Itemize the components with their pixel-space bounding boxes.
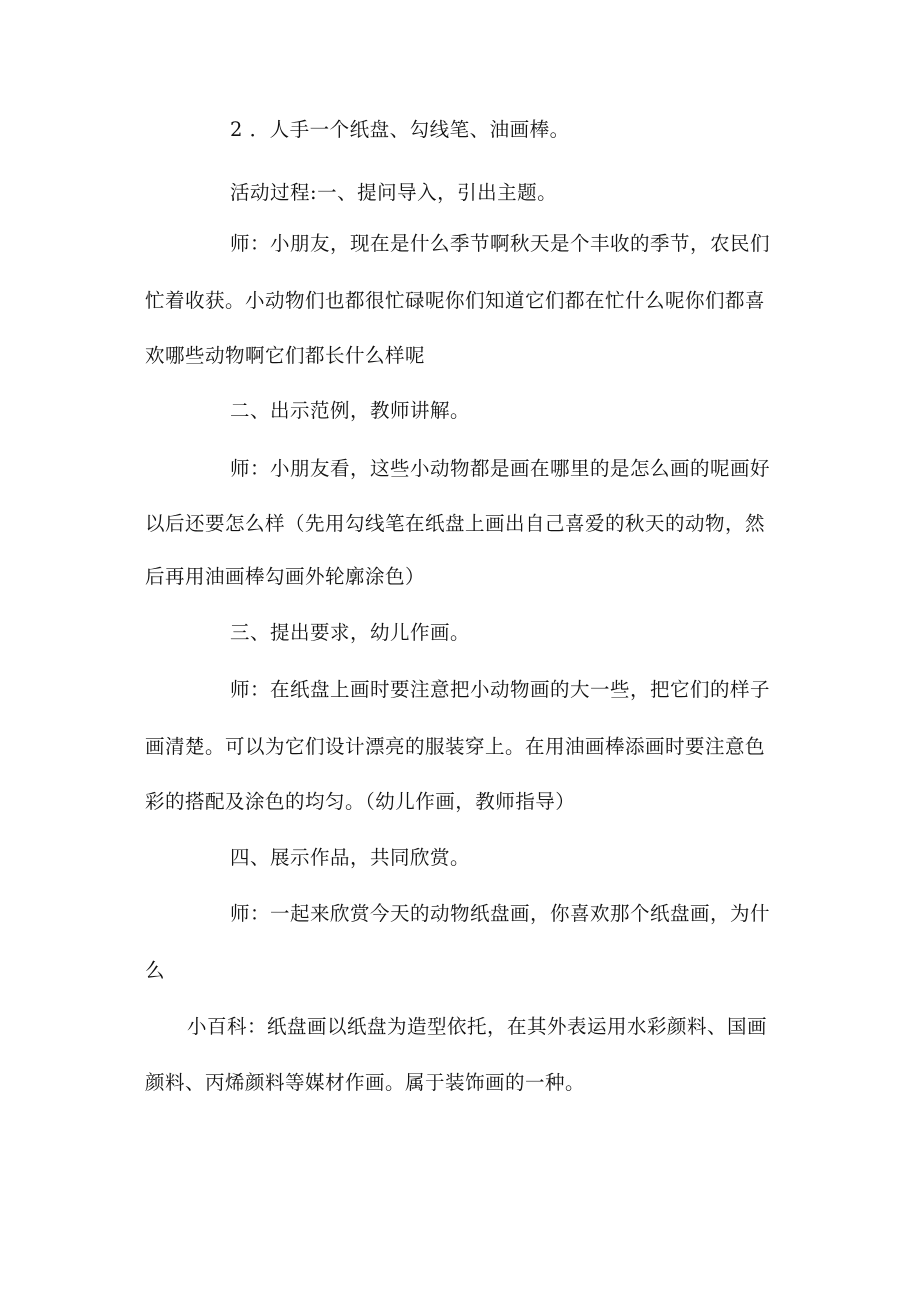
paragraph-3-line-3: 彩的搭配及涂色的均匀。（幼儿作画，教师指导） bbox=[145, 790, 576, 813]
paragraph-2-line-2: 以后还要怎么样（先用勾线笔在纸盘上画出自己喜爱的秋天的动物，然 bbox=[145, 512, 766, 535]
process-heading: 活动过程:一、提问导入，引出主题。 bbox=[230, 181, 558, 204]
paragraph-4-line-1: 师：一起来欣赏今天的动物纸盘画，你喜欢那个纸盘画，为什 bbox=[230, 902, 771, 925]
paragraph-3-line-1: 师：在纸盘上画时要注意把小动物画的大一些，把它们的样子 bbox=[230, 678, 771, 701]
encyclopedia-note-line-2: 颜料、丙烯颜料等媒材作画。属于装饰画的一种。 bbox=[145, 1071, 586, 1094]
section-3-heading: 三、提出要求，幼儿作画。 bbox=[230, 621, 471, 644]
section-4-heading: 四、展示作品，共同欣赏。 bbox=[230, 846, 471, 869]
section-2-heading: 二、出示范例，教师讲解。 bbox=[230, 399, 471, 422]
paragraph-1-line-3: 欢哪些动物啊它们都长什么样呢 bbox=[145, 344, 426, 367]
encyclopedia-note-line-1: 小百科：纸盘画以纸盘为造型依托，在其外表运用水彩颜料、国画 bbox=[187, 1015, 768, 1038]
paragraph-2-line-3: 后再用油画棒勾画外轮廓涂色） bbox=[145, 565, 426, 588]
paragraph-4-line-2: 么 bbox=[145, 959, 166, 982]
paragraph-1-line-2: 忙着收获。小动物们也都很忙碌呢你们知道它们都在忙什么呢你们都喜 bbox=[145, 289, 766, 312]
paragraph-3-line-2: 画清楚。可以为它们设计漂亮的服装穿上。在用油画棒添画时要注意色 bbox=[145, 735, 766, 758]
paragraph-1-line-1: 师：小朋友，现在是什么季节啊秋天是个丰收的季节，农民们 bbox=[230, 232, 771, 255]
materials-line: 2 ．人手一个纸盘、勾线笔、油画棒。 bbox=[230, 118, 570, 141]
paragraph-2-line-1: 师：小朋友看，这些小动物都是画在哪里的是怎么画的呢画好 bbox=[230, 457, 771, 480]
